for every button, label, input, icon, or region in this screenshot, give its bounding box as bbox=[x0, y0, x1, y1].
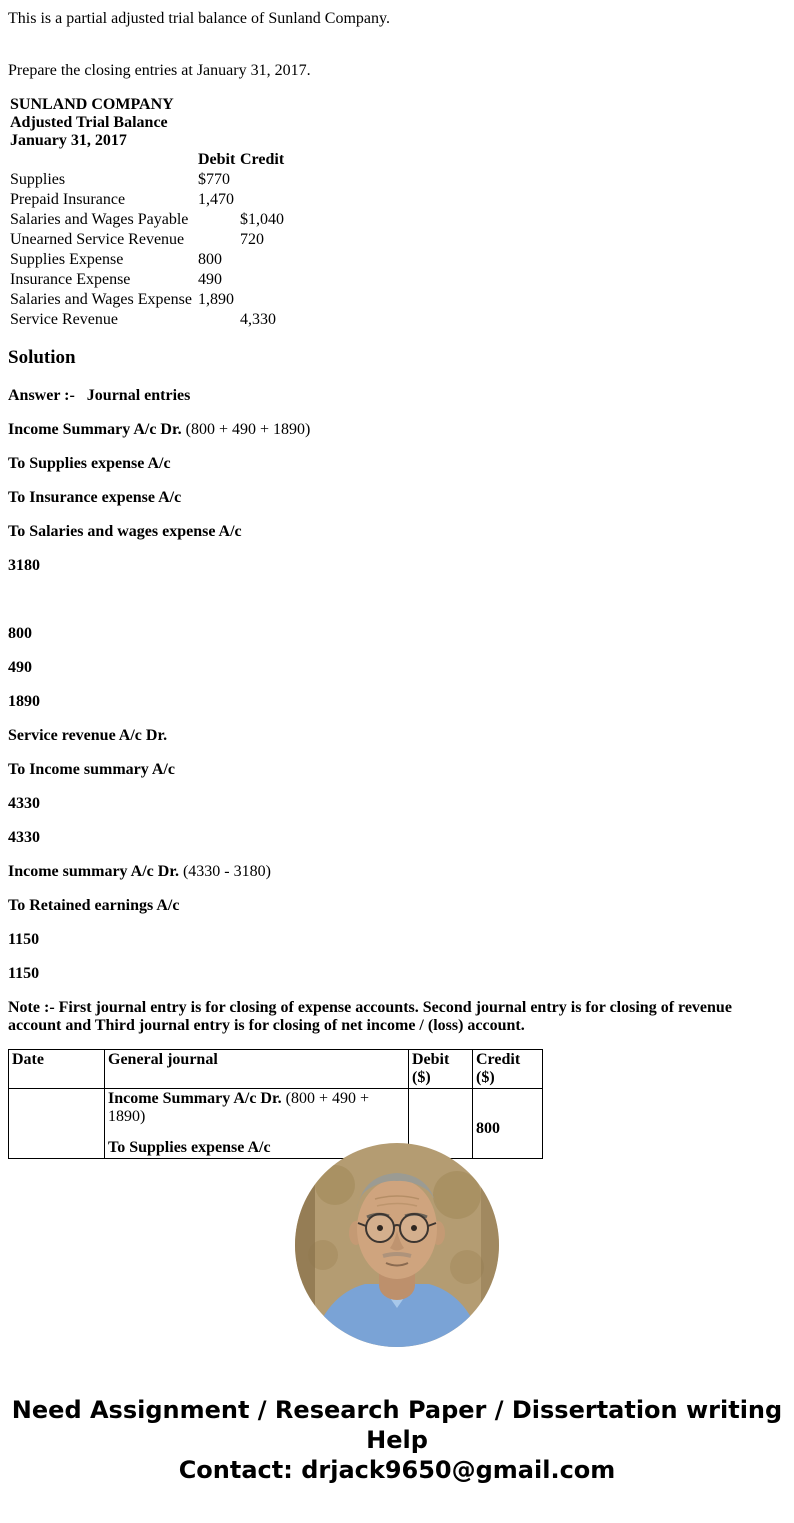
footer-help-text: Need Assignment / Research Paper / Dissertation writing Help bbox=[11, 1396, 783, 1454]
entry-bold-text: 1890 bbox=[8, 693, 40, 710]
journal-header-general-journal: General journal bbox=[105, 1050, 409, 1089]
entry-bold-text: Income Summary A/c Dr. bbox=[8, 421, 182, 438]
trial-balance-title: Adjusted Trial Balance bbox=[10, 114, 168, 131]
tb-corner-cell bbox=[10, 150, 198, 170]
tb-credit-cell bbox=[240, 170, 310, 190]
journal-header-row bbox=[9, 1050, 543, 1089]
journal-entry-line bbox=[8, 761, 786, 779]
tb-credit-header: Credit bbox=[240, 151, 285, 168]
entry-detail-text: (4330 - 3180) bbox=[178, 863, 271, 880]
solution-heading: Solution bbox=[8, 347, 76, 368]
journal-entry-line bbox=[8, 897, 786, 915]
entry-bold-text: 1150 bbox=[8, 965, 40, 982]
journal-entry-line bbox=[8, 795, 786, 813]
intro-paragraph-1: This is a partial adjusted trial balance of Sunland Company. bbox=[8, 10, 390, 27]
note-text: Note :- First journal entry is for closing of expense accounts. Second journal entry is for closing of revenue account and Third journal entry is for closing of net income / (loss) account. bbox=[8, 999, 732, 1034]
trial-balance-company: SUNLAND COMPANY bbox=[10, 96, 174, 113]
journal-entry-line bbox=[8, 557, 786, 575]
answer-label: Answer :- Journal entries bbox=[8, 387, 191, 404]
entry-bold-text: 3180 bbox=[8, 557, 40, 574]
journal-entry-line bbox=[8, 863, 786, 881]
entry-bold-text: To Retained earnings A/c bbox=[8, 897, 180, 914]
journal-entry-line bbox=[8, 421, 786, 439]
tb-debit-header: Debit bbox=[198, 151, 236, 168]
tb-account-cell: Prepaid Insurance bbox=[10, 191, 126, 208]
tb-debit-cell bbox=[198, 230, 240, 250]
entry-bold-text: 4330 bbox=[8, 829, 40, 846]
table-row bbox=[10, 290, 310, 310]
entry-detail-text: (800 + 490 + 1890) bbox=[181, 421, 311, 438]
journal-entry-second-line: To Supplies expense A/c bbox=[108, 1139, 271, 1156]
photo-section bbox=[0, 1143, 794, 1347]
journal-entry-line bbox=[8, 455, 786, 473]
journal-entry-line bbox=[8, 693, 786, 711]
journal-header-debit: Debit ($) bbox=[409, 1050, 473, 1089]
entry-bold-text: Income summary A/c Dr. bbox=[8, 863, 179, 880]
entry-bold-text: Service revenue A/c Dr. bbox=[8, 727, 168, 744]
table-row bbox=[10, 230, 310, 250]
journal-table-clipped bbox=[8, 1049, 786, 1156]
entry-bold-text: 1150 bbox=[8, 931, 40, 948]
journal-header-date: Date bbox=[9, 1050, 105, 1089]
trial-balance-column-headers bbox=[10, 150, 310, 170]
tb-account-cell: Insurance Expense bbox=[10, 271, 131, 288]
tb-account-cell: Salaries and Wages Payable bbox=[10, 211, 189, 228]
journal-entry-first-line bbox=[108, 1090, 405, 1126]
tb-account-cell: Supplies bbox=[10, 171, 66, 188]
tb-account-cell: Service Revenue bbox=[10, 311, 118, 328]
journal-entry-line bbox=[8, 489, 786, 507]
journal-header-credit: Credit ($) bbox=[473, 1050, 543, 1089]
trial-balance-heading bbox=[8, 96, 786, 150]
tb-credit-cell: $1,040 bbox=[240, 211, 284, 228]
tb-debit-cell: 490 bbox=[198, 271, 222, 288]
entry-bold-text: Income Summary A/c Dr. bbox=[108, 1090, 282, 1107]
tb-debit-cell bbox=[198, 210, 240, 230]
journal-entry-line bbox=[8, 625, 786, 643]
trial-balance-date: January 31, 2017 bbox=[10, 132, 127, 149]
journal-entry-line bbox=[8, 591, 786, 609]
journal-entry-line bbox=[8, 659, 786, 677]
tb-account-cell: Salaries and Wages Expense bbox=[10, 291, 192, 308]
tb-debit-cell: 1,470 bbox=[198, 191, 234, 208]
tb-debit-cell bbox=[198, 310, 240, 330]
entry-bold-text: To Supplies expense A/c bbox=[8, 455, 171, 472]
instructor-photo bbox=[295, 1143, 499, 1347]
tb-credit-cell bbox=[240, 250, 310, 270]
tb-debit-cell: 1,890 bbox=[198, 291, 234, 308]
tb-debit-cell: 800 bbox=[198, 251, 222, 268]
journal-entry-line bbox=[8, 829, 786, 847]
table-row bbox=[10, 210, 310, 230]
table-row bbox=[10, 250, 310, 270]
footer-contact-email: Contact: drjack9650@gmail.com bbox=[178, 1456, 616, 1484]
tb-credit-cell: 720 bbox=[240, 231, 264, 248]
trial-balance-table bbox=[10, 150, 310, 330]
tb-credit-cell bbox=[240, 190, 310, 210]
journal-entry-line bbox=[8, 965, 786, 983]
entry-bold-text: To Insurance expense A/c bbox=[8, 489, 182, 506]
table-row bbox=[10, 270, 310, 290]
table-row bbox=[10, 170, 310, 190]
tb-account-cell: Unearned Service Revenue bbox=[10, 231, 185, 248]
entry-detail-text: (800 + 490 + 1890) bbox=[108, 1090, 369, 1125]
journal-entry-line bbox=[8, 727, 786, 745]
tb-account-cell: Supplies Expense bbox=[10, 251, 124, 268]
journal-credit-value: 800 bbox=[476, 1120, 500, 1137]
journal-entry-line bbox=[8, 523, 786, 541]
intro-paragraph-2: Prepare the closing entries at January 31, 2017. bbox=[8, 62, 311, 79]
tb-credit-cell bbox=[240, 270, 310, 290]
table-row bbox=[10, 190, 310, 210]
tb-credit-cell: 4,330 bbox=[240, 311, 276, 328]
footer-ad bbox=[0, 1395, 794, 1515]
entry-bold-text: 800 bbox=[8, 625, 32, 642]
tb-debit-cell: $770 bbox=[198, 171, 230, 188]
tb-credit-cell bbox=[240, 290, 310, 310]
entry-bold-text: 4330 bbox=[8, 795, 40, 812]
entry-bold-text: To Income summary A/c bbox=[8, 761, 175, 778]
entry-bold-text: To Salaries and wages expense A/c bbox=[8, 523, 242, 540]
entry-bold-text: 490 bbox=[8, 659, 32, 676]
table-row bbox=[10, 310, 310, 330]
journal-entry-line bbox=[8, 931, 786, 949]
